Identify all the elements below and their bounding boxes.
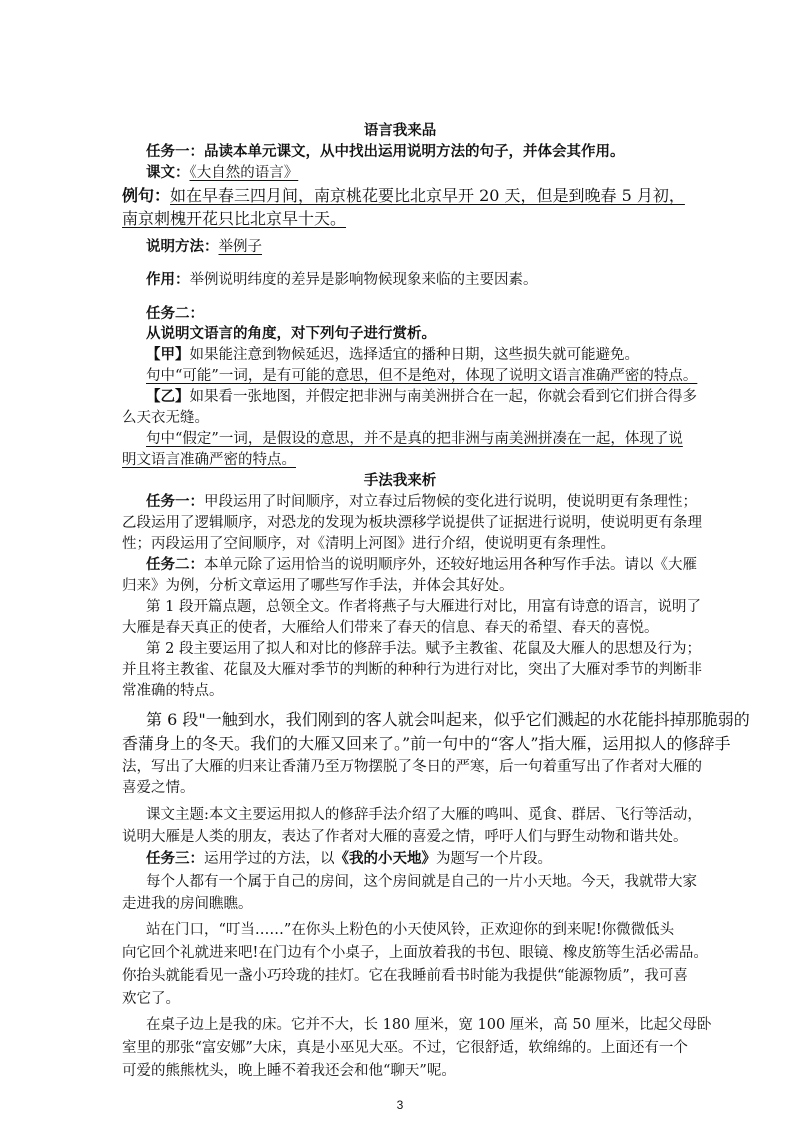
essay-p2-line2: 向它回个礼就进来吧!在门边有个小桌子，上面放着我的书包、眼镜、橡皮筋等生活必需品。 — [122, 945, 708, 961]
essay-p3-line3: 可爱的熊熊枕头，晚上睡不着我还会和他“聊天”呢。 — [122, 1063, 456, 1079]
s2-task3-line: 任务三：运用学过的方法，以《我的小天地》为题写一个片段。 — [146, 850, 552, 867]
task1-method-line: 说明方法：举例子 — [146, 239, 262, 255]
para2-line3: 常准确的特点。 — [122, 683, 224, 699]
para1-line1: 第 1 段开篇点题，总领全文。作者将燕子与大雁进行对比，用富有诗意的语言，说明了 — [146, 599, 701, 615]
task1-effect-line: 作用：举例说明纬度的差异是影响物候现象来临的主要因素。 — [146, 272, 538, 288]
task2-yi-sentence-line2: 么天衣无缝。 — [122, 410, 209, 426]
s2-task1-line1: 任务一：甲段运用了时间顺序，对立春过后物候的变化进行说明，使说明更有条理性； — [146, 494, 697, 510]
theme-line1: 课文主题:本文主要运用拟人的修辞手法介绍了大雁的鸣叫、觅食、群居、飞行等活动， — [146, 807, 702, 823]
page-number: 3 — [396, 1098, 404, 1112]
section-title-technique: 手法我来析 — [363, 473, 437, 489]
task2-jia-answer: 句中“可能”一词，是有可能的意思，但不是绝对，体现了说明文语言准确严密的特点。 — [146, 368, 698, 384]
task2-yi-answer-line2: 明文语言准确严密的特点。 — [122, 452, 296, 468]
task2-yi-sentence-line1: 【乙】如果看一张地图，并假定把非洲与南美洲拼合在一起，你就会看到它们拼合得多 — [146, 389, 697, 405]
essay-p2-line4: 欢它了。 — [122, 991, 180, 1007]
para2-line1: 第 2 段主要运用了拟人和对比的修辞手法。赋予主教雀、花鼠及大雁人的思想及行为； — [146, 641, 701, 657]
essay-p1-line2: 走进我的房间瞧瞧。 — [122, 896, 253, 912]
task2-yi-answer-line1: 句中“假定”一词，是假设的意思，并不是真的把非洲与南美洲拼凑在一起，体现了说 — [146, 431, 683, 447]
task1-example-line2: 南京刺槐开花只比北京早十天。 — [122, 209, 347, 228]
s2-task2-line2: 归来》为例，分析文章运用了哪些写作手法，并体会其好处。 — [122, 578, 514, 594]
essay-p3-line2: 室里的那张“富安娜”大床，真是小巫见大巫。不过，它很舒适，软绵绵的。上面还有一个 — [122, 1040, 688, 1056]
para1-line2: 大雁是春天真正的使者，大雁给人们带来了春天的信息、春天的希望、春天的喜悦。 — [122, 620, 659, 636]
essay-p3-line1: 在桌子边上是我的床。它并不大，长 180 厘米，宽 100 厘米，高 50 厘米，比起父母卧 — [146, 1017, 712, 1033]
theme-line2: 说明大雁是人类的朋友，表达了作者对大雁的喜爱之情，呼吁人们与野生动物和谐共处。 — [122, 829, 688, 845]
essay-p1-line1: 每个人都有一个属于自己的房间，这个房间就是自己的一片小天地。今天，我就带大家 — [146, 874, 697, 890]
para6-line4: 喜爱之情。 — [122, 780, 195, 796]
task2-jia-sentence: 【甲】如果能注意到物候延迟，选择适宜的播种日期，这些损失就可能避免。 — [146, 347, 639, 363]
para6-line3: 法，写出了大雁的归来让香蒲乃至万物摆脱了冬日的严寒，后一句着重写出了作者对大雁的 — [122, 759, 702, 775]
essay-p2-line1: 站在门口，“叮当……”在你头上粉色的小天使风铃，正欢迎你的到来呢!你微微低头 — [146, 922, 675, 938]
para6-line2: 香蒲身上的冬天。我们的大雁又回来了。”前一句中的“客人”指大雁，运用拟人的修辞手 — [122, 734, 731, 753]
task1-text-line: 课文：《大自然的语言》 — [146, 165, 299, 181]
s2-task2-line1: 任务二：本单元除了运用恰当的说明顺序外，还较好地运用各种写作手法。请以《大雁 — [146, 557, 697, 573]
task2-label: 任务二： — [146, 306, 204, 322]
s2-task1-line3: 性；丙段运用了空间顺序，对《清明上河图》进行介绍，使说明更有条理性。 — [122, 536, 615, 552]
task2-heading: 从说明文语言的角度，对下列句子进行赏析。 — [146, 326, 436, 342]
essay-p2-line3: 你抬头就能看见一盏小巧玲珑的挂灯。它在我睡前看书时能为我提供“能源物质”，我可喜 — [122, 968, 688, 984]
s2-task1-line2: 乙段运用了逻辑顺序，对恐龙的发现为板块漂移学说提供了证据进行说明，使说明更有条理 — [122, 515, 702, 531]
task1-example-line1: 例句：如在早春三四月间，南京桃花要比北京早开 20 天，但是到晚春 5 月初， — [122, 186, 685, 205]
para2-line2: 并且将主教雀、花鼠及大雁对季节的判断的种种行为进行对比，突出了大雁对季节的判断非 — [122, 662, 702, 678]
task1-prompt: 任务一：品读本单元课文，从中找出运用说明方法的句子，并体会其作用。 — [146, 144, 625, 160]
section-title-language: 语言我来品 — [363, 123, 437, 139]
para6-line1: 第 6 段"一触到水，我们刚到的客人就会叫起来，似乎它们溅起的水花能抖掉那脆弱的 — [146, 710, 750, 729]
